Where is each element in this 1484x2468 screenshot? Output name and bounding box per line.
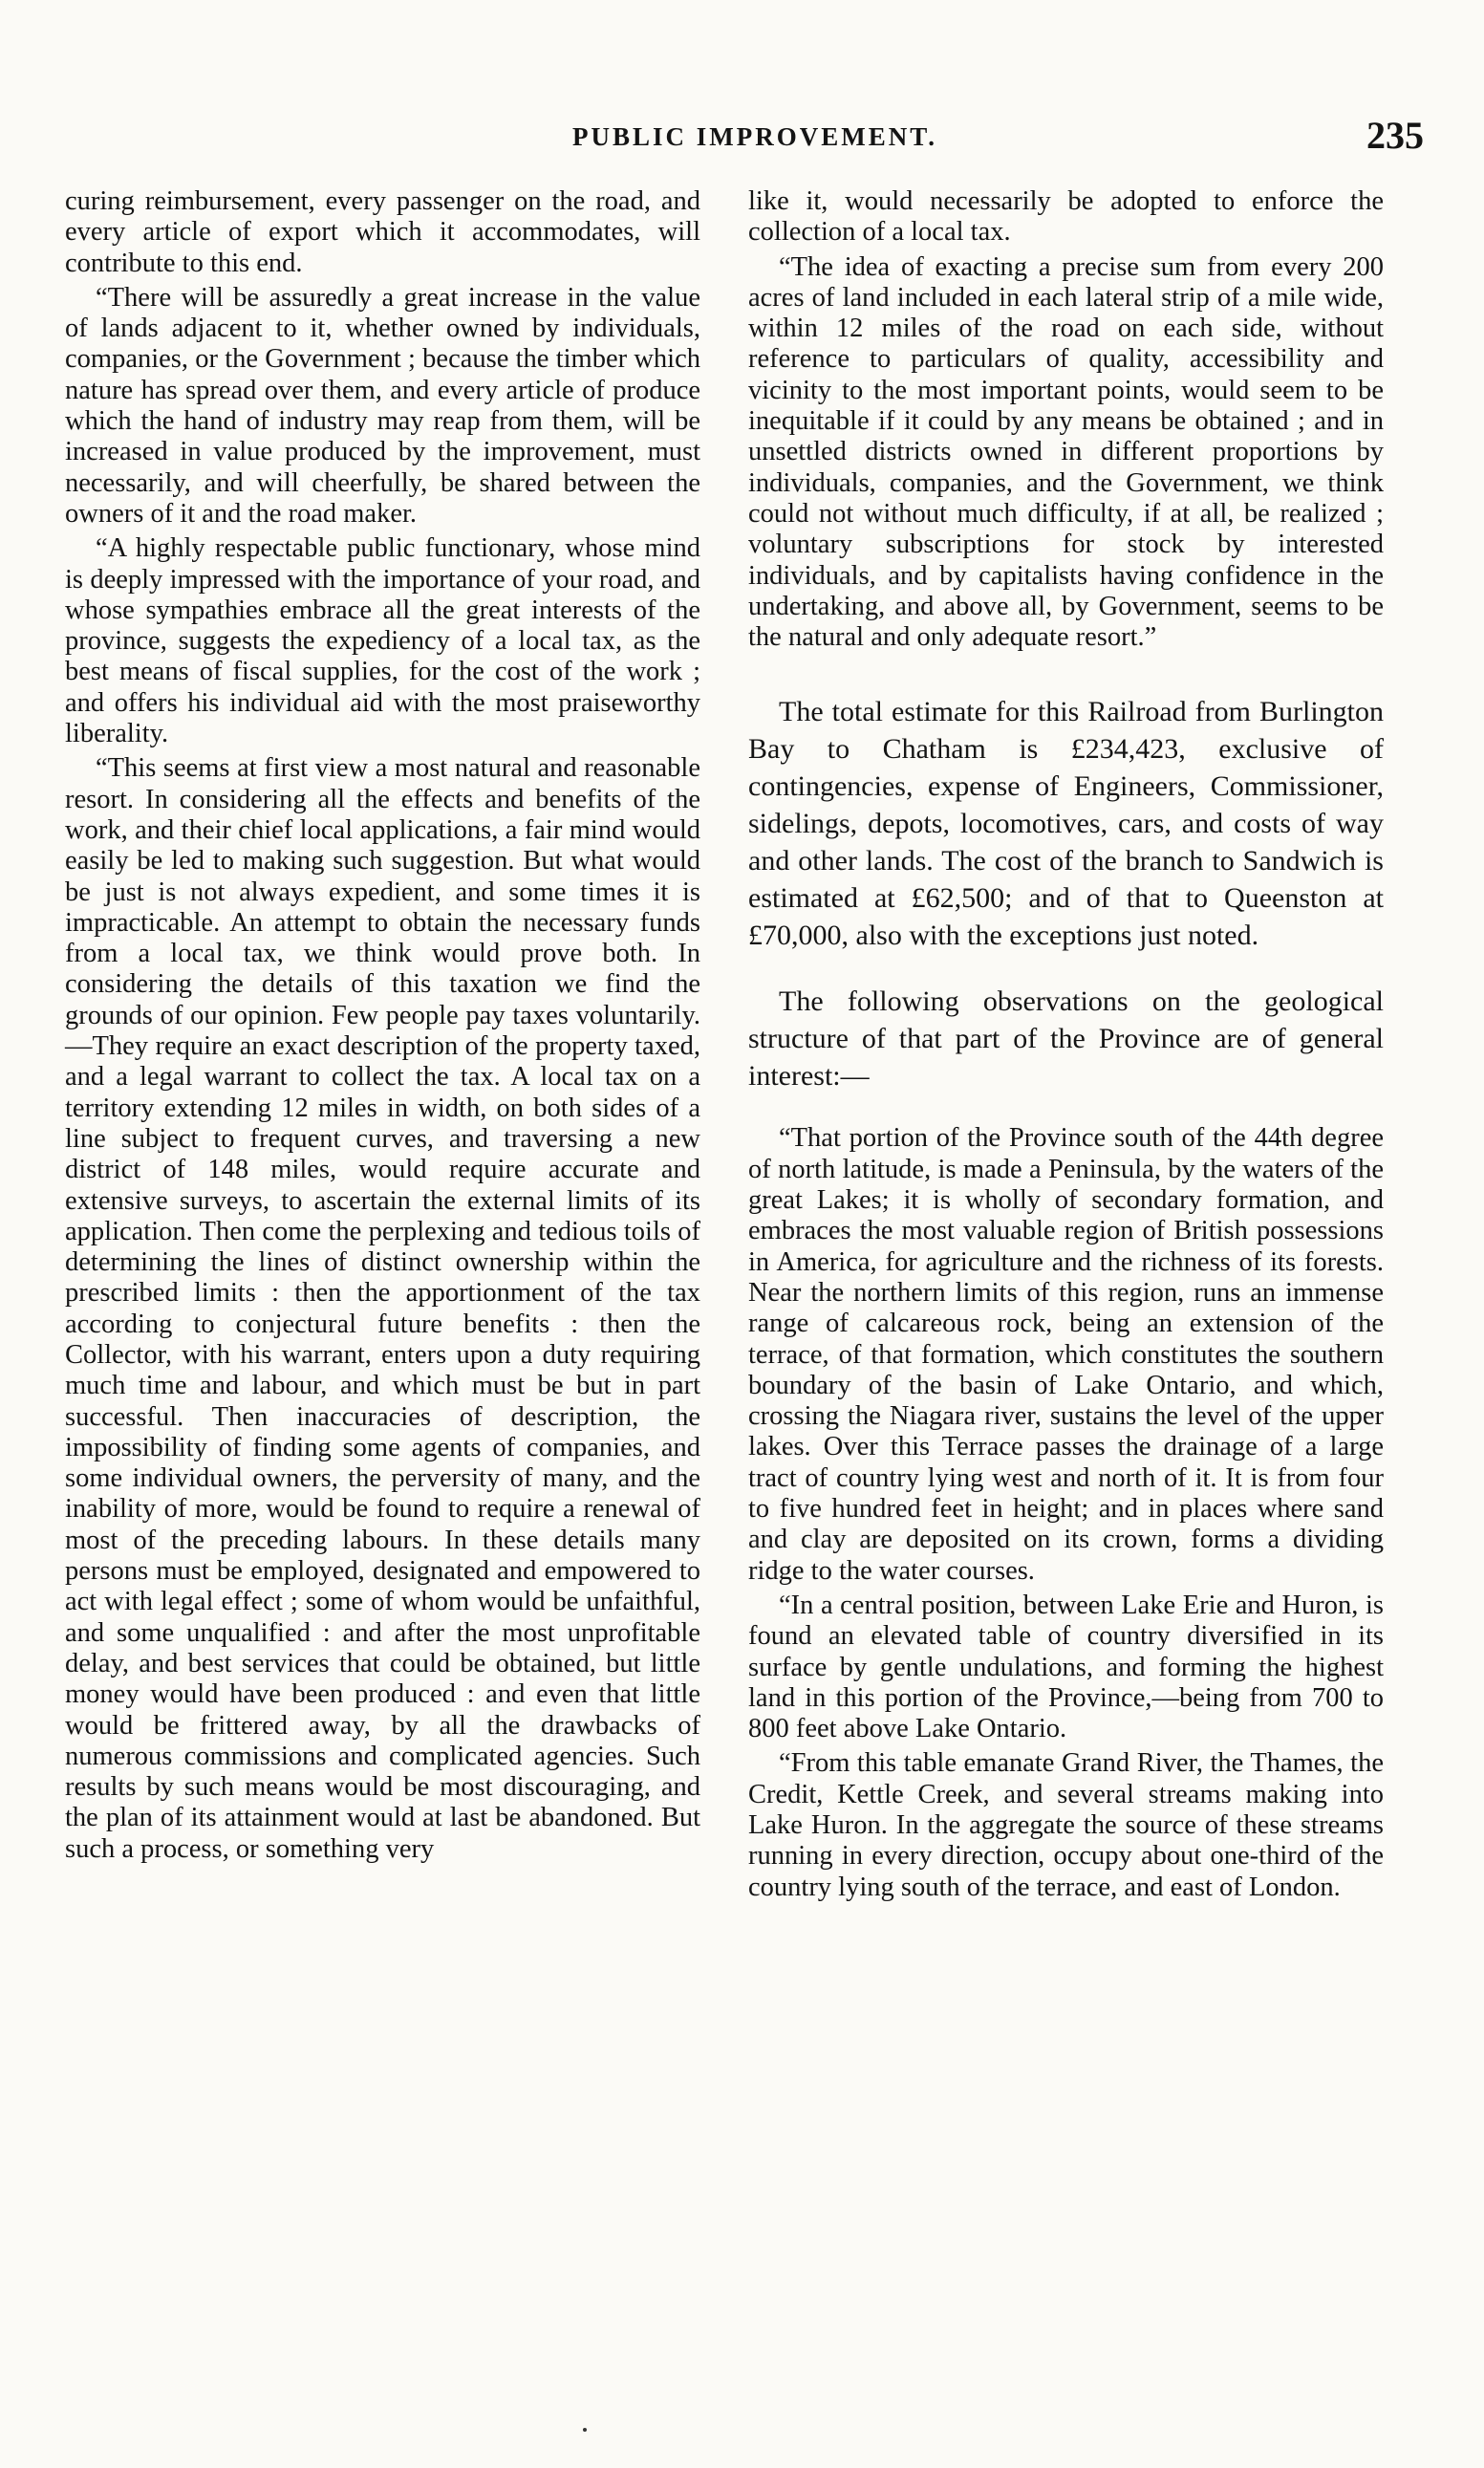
paragraph: “The idea of exacting a precise sum from every 200 acres of land included in each lateral strip of a mile wide, within 12 miles of the road on each side, without reference to particulars of quality, accessibility and vicinity to the most important points, would seem to be inequitable if it could by any means be obtained ; and in unsettled districts owned in different proportions by individuals, companies, and the Government, we think could not without much difficulty, if at all, be realized ; voluntary subscriptions for stock by interested individuals, and by capitalists having confidence in the undertaking, and above all, by Government, seems to be the natural and only adequate resort.” — [748, 251, 1384, 653]
paragraph: “A highly respectable public functionary, whose mind is deeply impressed with the importance of your road, and whose sympathies embrace all the great interests of the province, suggests the expediency of a local tax, as the best means of fiscal supplies, for the cost of the work ; and offers his individual aid with the most praiseworthy liberality. — [65, 533, 700, 749]
estimate-paragraph: The total estimate for this Railroad from Burlington Bay to Chatham is £234,423, exclusive of contingencies, expense of Engineers, Commissioner, sidelings, depots, locomotives, cars, and costs of way and other lands. The cost of the branch to Sandwich is estimated at £62,500; and of that to Queenston at £70,000, also with the exceptions just noted. — [748, 696, 1384, 952]
geology-intro: The following observations on the geological structure of that part of the Province are of general interest:— — [748, 985, 1384, 1093]
left-column — [65, 186, 700, 1865]
paragraph: like it, would necessarily be adopted to enforce the collection of a local tax. — [748, 186, 1384, 248]
right-column — [748, 186, 1384, 1903]
page-header — [86, 113, 1424, 161]
footer-mark — [583, 2428, 587, 2432]
running-head: PUBLIC IMPROVEMENT. — [571, 122, 937, 151]
paragraph: “From this table emanate Grand River, the Thames, the Credit, Kettle Creek, and several streams making into Lake Huron. In the aggregate the source of these streams running in every direction, occupy about one-third of the country lying south of the terrace, and east of London. — [748, 1748, 1384, 1902]
paragraph: “This seems at first view a most natural and reasonable resort. In considering all the effects and benefits of the work, and their chief local applications, a fair mind would easily be led to making such suggestion. But what would be just is not always expedient, and some times it is impracticable. An attempt to obtain the necessary funds from a local tax, we think would prove both. In considering the details of this taxation we find the grounds of our opinion. Few people pay taxes voluntarily.—They require an exact description of the property taxed, and a legal warrant to collect the tax. A local tax on a territory extending 12 miles in width, on both sides of a line subject to frequent curves, and traversing a new district of 148 miles, would require accurate and extensive surveys, to ascertain the external limits of its application. Then come the perplexing and tedious toils of determining the lines of distinct ownership within the prescribed limits : then the apportionment of the tax according to conjectural future benefits : then the Collector, with his warrant, enters upon a duty requiring much time and labour, and which must be but in part successful. Then inaccuracies of description, the impossibility of finding some agents of companies, and some individual owners, the perversity of many, and the inability of more, would be found to require a renewal of most of the preceding labours. In these details many persons must be employed, designated and empowered to act with legal effect ; some of whom would be unfaithful, and some unqualified : and after the most unprofitable delay, and best services that could be obtained, but little money would have been produced : and even that little would be frittered away, by all the drawbacks of numerous commissions and complicated agencies. Such results by such means would be most discouraging, and the plan of its attainment would at last be abandoned. But such a process, or something very — [65, 753, 700, 1864]
paragraph: “There will be assuredly a great increase in the value of lands adjacent to it, whether owned by individuals, companies, or the Government ; because the timber which nature has spread over them, and every article of produce which the hand of industry may reap from them, will be increased in value produced by the improvement, must necessarily, and will cheerfully, be shared between the owners of it and the road maker. — [65, 282, 700, 529]
paragraph: curing reimbursement, every passenger on the road, and every article of export which it accommodates, will contribute to this end. — [65, 186, 700, 278]
page-number: 235 — [1366, 114, 1424, 157]
paragraph: “In a central position, between Lake Erie and Huron, is found an elevated table of country diversified in its surface by gentle undulations, and forming the highest land in this portion of the Province,—being from 700 to 800 feet above Lake Ontario. — [748, 1590, 1384, 1744]
paragraph: “That portion of the Province south of the 44th degree of north latitude, is made a Peninsula, by the waters of the great Lakes; it is wholly of secondary formation, and embraces the most valuable region of British possessions in America, for agriculture and the richness of its forests. Near the northern limits of this region, runs an immense range of calcareous rock, being an extension of the terrace, of that formation, which constitutes the southern boundary of the basin of Lake Ontario, and which, crossing the Niagara river, sustains the level of the upper lakes. Over this Terrace passes the drainage of a large tract of country lying west and north of it. It is from four to five hundred feet in height; and in places where sand and clay are deposited on its crown, forms a dividing ridge to the water courses. — [748, 1123, 1384, 1586]
